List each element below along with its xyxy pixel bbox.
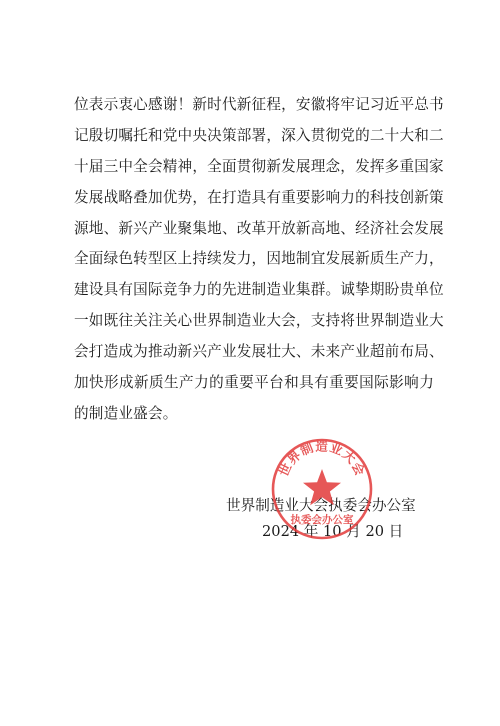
seal-bottom-text: 执委会办公室 (290, 514, 354, 526)
body-line: 记殷切嘱托和党中央决策部署，深入贯彻党的二十大和二 (74, 126, 444, 144)
body-line: 建设具有国际竞争力的先进制造业集群。诚挚期盼贵单位 (74, 281, 444, 299)
letter-body (74, 90, 444, 430)
body-line: 加快形成新质生产力的重要平台和具有重要国际影响力 (74, 374, 434, 392)
body-line: 发展战略叠加优势，在打造具有重要影响力的科技创新策 (74, 188, 444, 206)
seal-arc-text: 世界制造业大会 (275, 438, 369, 479)
body-line: 十届三中全会精神，全面贯彻新发展理念，发挥多重国家 (74, 157, 444, 175)
body-line: 全面绿色转型区上持续发力，因地制宜发展新质生产力， (74, 250, 444, 268)
body-line: 一如既往关注关心世界制造业大会，支持将世界制造业大 (74, 312, 444, 330)
official-seal (270, 437, 374, 541)
body-line: 源地、新兴产业聚集地、改革开放新高地、经济社会发展 (74, 219, 444, 237)
seal-star-icon (303, 469, 341, 505)
body-line: 会打造成为推动新兴产业发展壮大、未来产业超前布局、 (74, 343, 444, 361)
body-line: 的制造业盛会。 (74, 404, 178, 422)
body-line: 位表示衷心感谢！新时代新征程，安徽将牢记习近平总书 (74, 96, 444, 113)
signature-date: 2024 年 10 月 20 日 (262, 523, 404, 540)
signature-organization: 世界制造业大会执委会办公室 (226, 497, 416, 514)
